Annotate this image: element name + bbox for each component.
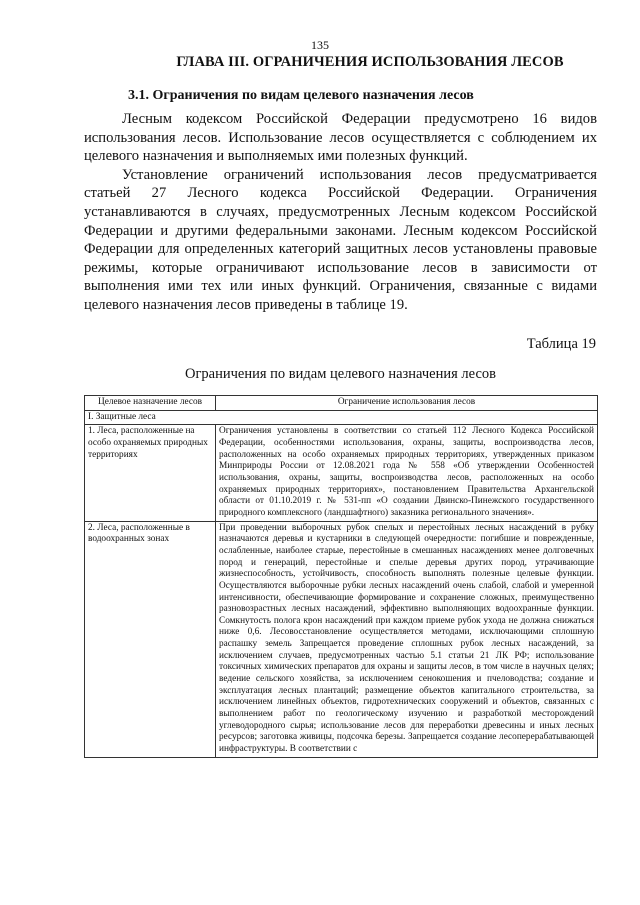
- page-number: 135: [311, 38, 329, 52]
- paragraph-1: Лесным кодексом Российской Федерации предусмотрено 16 видов использования лесов. Использование лесов осуществляется с соблюдением их целевого назначения и выполняемых ими полезных функций.: [84, 111, 597, 165]
- group-label: I. Защитные леса: [85, 410, 598, 425]
- section-title: 3.1. Ограничения по видам целевого назначения лесов: [128, 88, 474, 103]
- table-number: Таблица 19: [526, 336, 596, 352]
- row-restriction: При проведении выборочных рубок спелых и перестойных лесных насаждений в рубку назначаются деревья и кустарники в следующей очередности: погибшие и поврежденные, ослабленные, наиболее старые, перестойные в смешанных насаждениях менее долговечных пород и генераций, перестойные и спелые деревья других пород, утрачивающие жизнеспособность, устойчивость, способность выполнять полезные целевые функции. Осуществляются выборочные рубки лесных насаждений очень слабой, слабой и умеренной интенсивности, обеспечивающие формирование и сохранение сложных, преимущественно разновозрастных лесных насаждений, эффективно выполняющих водоохранные функции. Сомкнутость полога крон насаждений при каждом приеме рубок ухода не должна снижаться ниже 0,6. Лесовосстановление осуществляется методами, исключающими сплошную распашку земель Запрещается проведение сплошных рубок лесных насаждений, за исключением случаев, предусмотренных частью 5.1 статьи 21 ЛК РФ; использование токсичных химических препаратов для охраны и защиты лесов, в том числе в научных целях; ведение сельского хозяйства, за исключением сенокошения и пчеловодства; создание и эксплуатация лесных плантаций; размещение объектов капитального строительства, за исключением линейных объектов, гидротехнических сооружений и объектов, связанных с выполнением работ по геологическому изучению и разработкой месторождений углеводородного сырья; использование лесов для переработки древесины и иных лесных ресурсов; заготовка живицы, подсочка березы. Запрещается создание лесоперерабатывающей инфраструктуры. В соответствии с: [216, 521, 598, 757]
- restrictions-table: [84, 395, 598, 758]
- table-row: [85, 425, 598, 521]
- row-purpose: 1. Леса, расположенные на особо охраняемых природных территориях: [85, 425, 216, 521]
- row-purpose: 2. Леса, расположенные в водоохранных зонах: [85, 521, 216, 757]
- table-title: Ограничения по видам целевого назначения лесов: [185, 366, 496, 382]
- header-restriction: Ограничение использования лесов: [216, 396, 598, 411]
- table-group-row: [85, 410, 598, 425]
- header-purpose: Целевое назначение лесов: [85, 396, 216, 411]
- table-header-row: [85, 396, 598, 411]
- paragraph-2: Установление ограничений использования лесов предусматривается статьей 27 Лесного кодекса Российской Федерации. Ограничения устанавливаются в случаях, предусмотренных Лесным кодексом Российской Федерации и другими федеральными законами. Лесным кодексом Российской Федерации для определенных категорий защитных лесов установлены правовые режимы, которые ограничивают использование лесов в зависимости от выполнения ими тех или иных функций. Ограничения, связанные с видами целевого назначения лесов приведены в таблице 19.: [84, 166, 597, 313]
- body-text: [84, 110, 597, 315]
- table-row: [85, 521, 598, 757]
- row-restriction: Ограничения установлены в соответствии со статьей 112 Лесного Кодекса Российской Федерации, особенностями использования, охраны, защиты, воспроизводства лесов, расположенных на особо охраняемых природных территориях, утвержденных приказом Минприроды России от 12.08.2021 года № 558 «Об утверждении Особенностей использования, охраны, защиты, воспроизводства лесов, расположенных на особо охраняемых природных территориях», постановлением Правительства Архангельской области от 01.10.2019 г. № 531-пп «О создании Двинско-Пинежского государственного природного комплексного (ландшафтного) заказника регионального значения».: [216, 425, 598, 521]
- chapter-title: ГЛАВА III. ОГРАНИЧЕНИЯ ИСПОЛЬЗОВАНИЯ ЛЕСОВ: [176, 54, 564, 70]
